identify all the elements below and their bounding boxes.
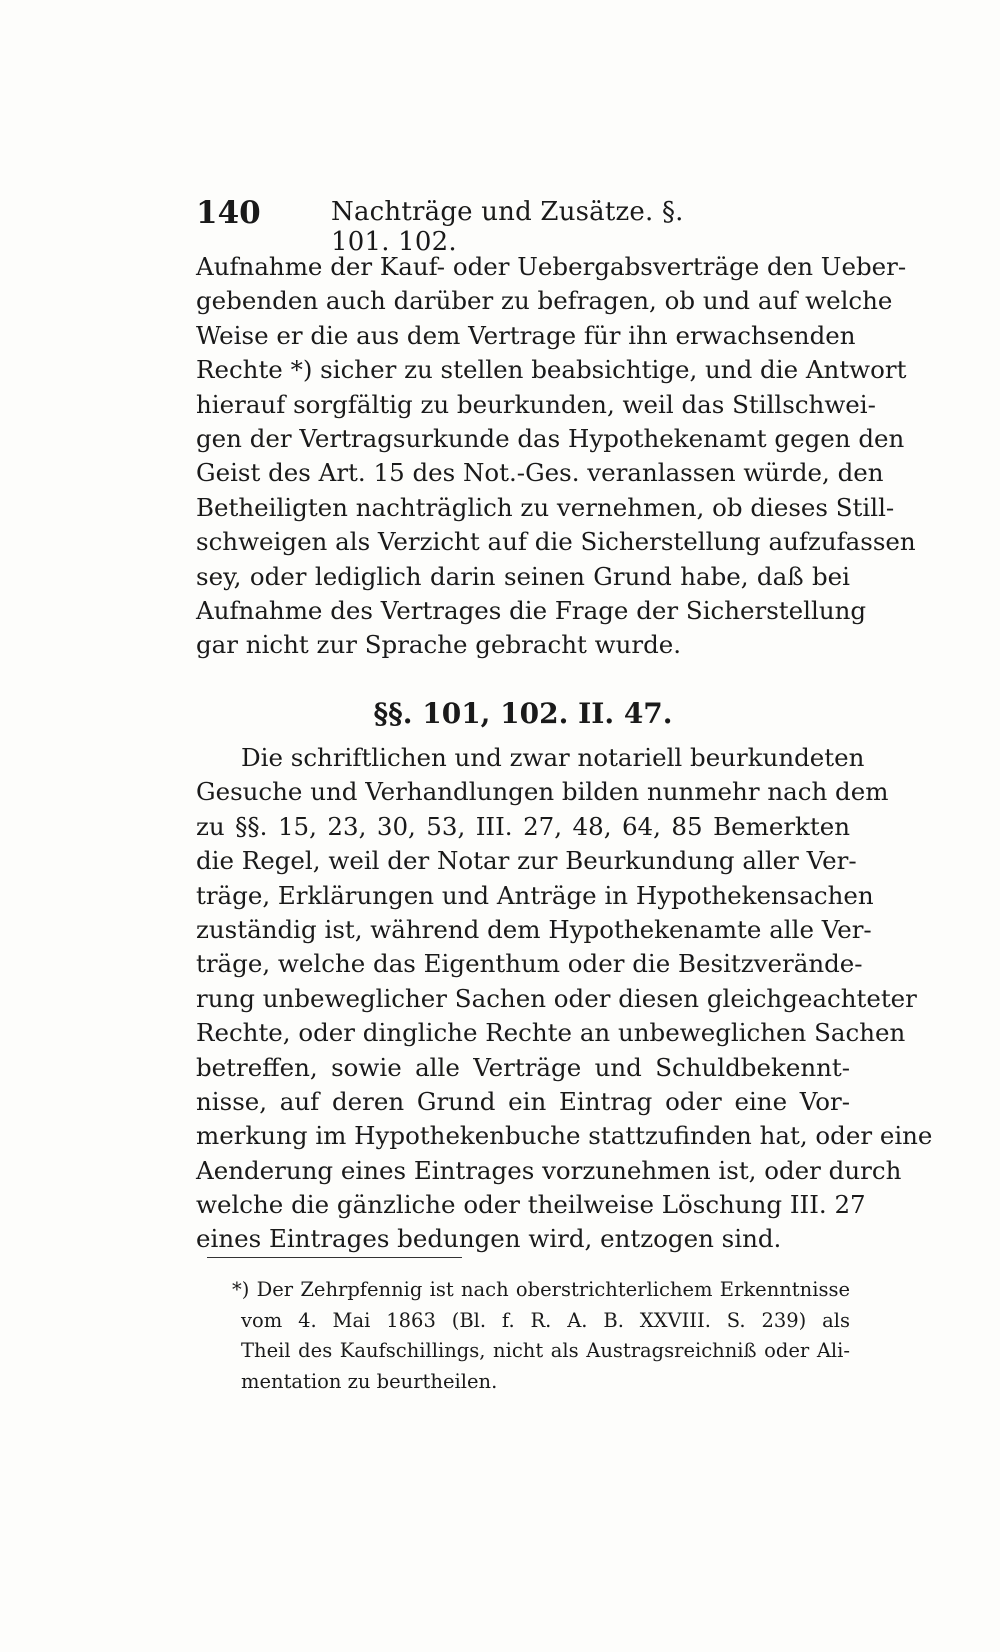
running-title: Nachträge und Zusätze. §. 101. 102. [331, 197, 684, 257]
text-line: Weise er die aus dem Vertrage für ihn erwachsenden [196, 320, 856, 350]
text-line: hierauf sorgfältig zu beurkunden, weil das Stillschwei- [196, 389, 876, 419]
text-line: welche die gänzliche oder theilweise Löschung III. 27 [196, 1190, 866, 1220]
footnote-line: *) Der Zehrpfennig ist nach oberstrichterlichem Erkenntnisse [232, 1278, 850, 1301]
footnote [232, 1275, 850, 1397]
text-line: Geist des Art. 15 des Not.-Ges. veranlassen würde, den [196, 458, 884, 488]
text-line: Die schriftlichen und zwar notariell beurkundeten [241, 743, 865, 772]
text-line: betreffen, sowie alle Verträge und Schuldbekennt- [196, 1052, 850, 1082]
text-line: nisse, auf deren Grund ein Eintrag oder eine Vor- [196, 1086, 850, 1116]
text-line: Rechte *) sicher zu stellen beabsichtige, und die Antwort [196, 355, 907, 385]
text-line: gar nicht zur Sprache gebracht wurde. [196, 630, 682, 660]
text-line: gebenden auch darüber zu befragen, ob und auf welche [196, 286, 893, 316]
footnote-rule [207, 1257, 462, 1258]
text-line: Betheiligten nachträglich zu vernehmen, ob dieses Still- [196, 492, 895, 522]
text-line: träge, welche das Eigenthum oder die Besitzverände- [196, 949, 863, 979]
text-line: Rechte, oder dingliche Rechte an unbeweglichen Sachen [196, 1018, 906, 1048]
text-line: eines Eintrages bedungen wird, entzogen sind. [196, 1224, 782, 1254]
text-line: die Regel, weil der Notar zur Beurkundung aller Ver- [196, 846, 857, 876]
text-line: gen der Vertragsurkunde das Hypothekenamt gegen den [196, 423, 905, 453]
footnote-line: Theil des Kaufschillings, nicht als Austragsreichniß oder Ali- [241, 1339, 850, 1362]
footnote-line: vom 4. Mai 1863 (Bl. f. R. A. B. XXVIII. S. 239) als [241, 1308, 850, 1332]
text-line: zu §§. 15, 23, 30, 53, III. 27, 48, 64, 85 Bemerkten [196, 811, 850, 841]
text-line: rung unbeweglicher Sachen oder diesen gleichgeachteter [196, 983, 917, 1013]
text-line: Aenderung eines Eintrages vorzunehmen ist, oder durch [196, 1155, 902, 1185]
text-line: Aufnahme der Kauf- oder Uebergabsverträge den Ueber- [196, 252, 907, 281]
text-line: zuständig ist, während dem Hypothekenamte alle Ver- [196, 914, 872, 944]
page-number: 140 [196, 195, 261, 231]
text-line: sey, oder lediglich darin seinen Grund habe, daß bei [196, 561, 850, 591]
paragraph-section [196, 741, 933, 1257]
paragraph-continued [196, 250, 916, 663]
text-line: träge, Erklärungen und Anträge in Hypothekensachen [196, 880, 874, 910]
text-line: Gesuche und Verhandlungen bilden nunmehr nach dem [196, 777, 889, 807]
running-head [196, 195, 696, 257]
footnote-line: mentation zu beurtheilen. [241, 1369, 498, 1393]
text-line: Aufnahme des Vertrages die Frage der Sicherstellung [196, 595, 867, 625]
section-heading: §§. 101, 102. II. 47. [373, 697, 673, 730]
text-line: schweigen als Verzicht auf die Sicherstellung aufzufassen [196, 527, 916, 557]
text-line: merkung im Hypothekenbuche stattzufinden hat, oder eine [196, 1121, 933, 1151]
